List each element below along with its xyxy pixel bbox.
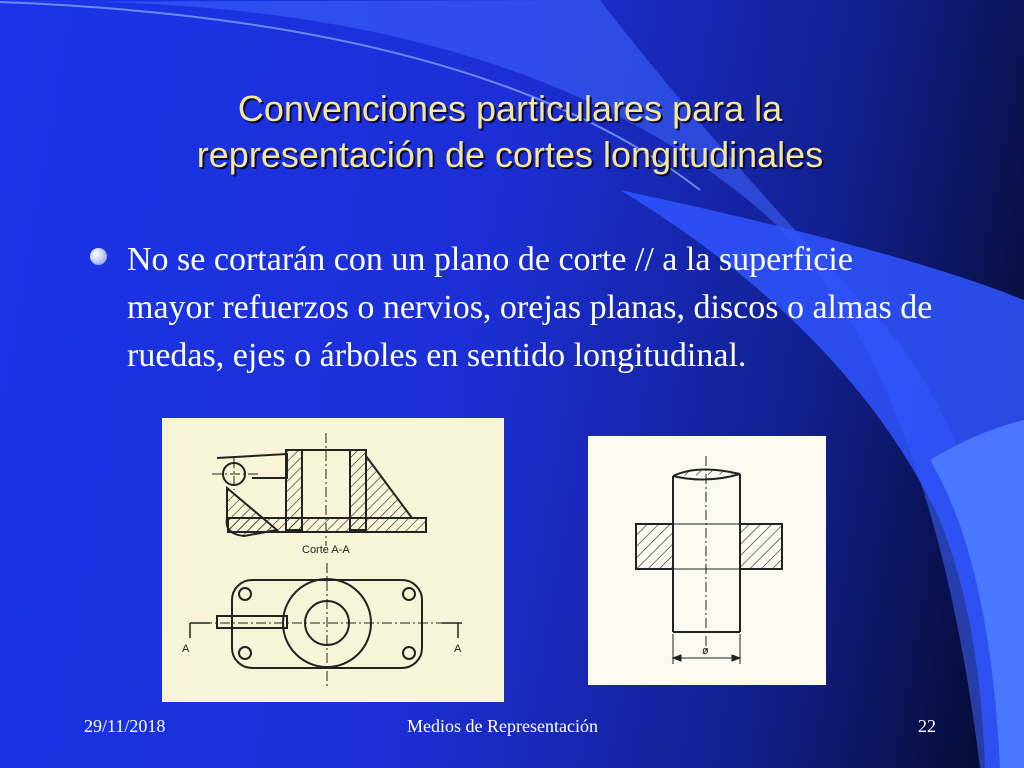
title-line-2: representación de cortes longitudinales [196,134,824,175]
drawing-section-bracket [162,418,504,702]
title-line-1: Convenciones particulares para la [237,88,783,129]
bullet-text: No se cortarán con un plano de corte // a la superficie mayor refuerzos o nervios, orejas planas, discos o almas de ruedas, ejes o árboles en sentido longitudinal. [127,241,933,374]
footer-date: 29/11/2018 [84,716,166,736]
footer-page-number: 22 [918,716,936,736]
section-label: Corte A-A [302,544,350,556]
cut-mark-left: A [182,643,190,655]
drawing-shaft-hub [588,436,826,685]
shaft-drawing [588,436,826,685]
slide-title [140,86,880,178]
bullet-dot-icon [90,248,107,265]
bullet-item [90,236,940,380]
bracket-drawing [162,418,504,702]
footer-course: Medios de Representación [407,716,598,736]
cut-mark-right: A [454,643,462,655]
diameter-symbol: ø [702,645,709,657]
